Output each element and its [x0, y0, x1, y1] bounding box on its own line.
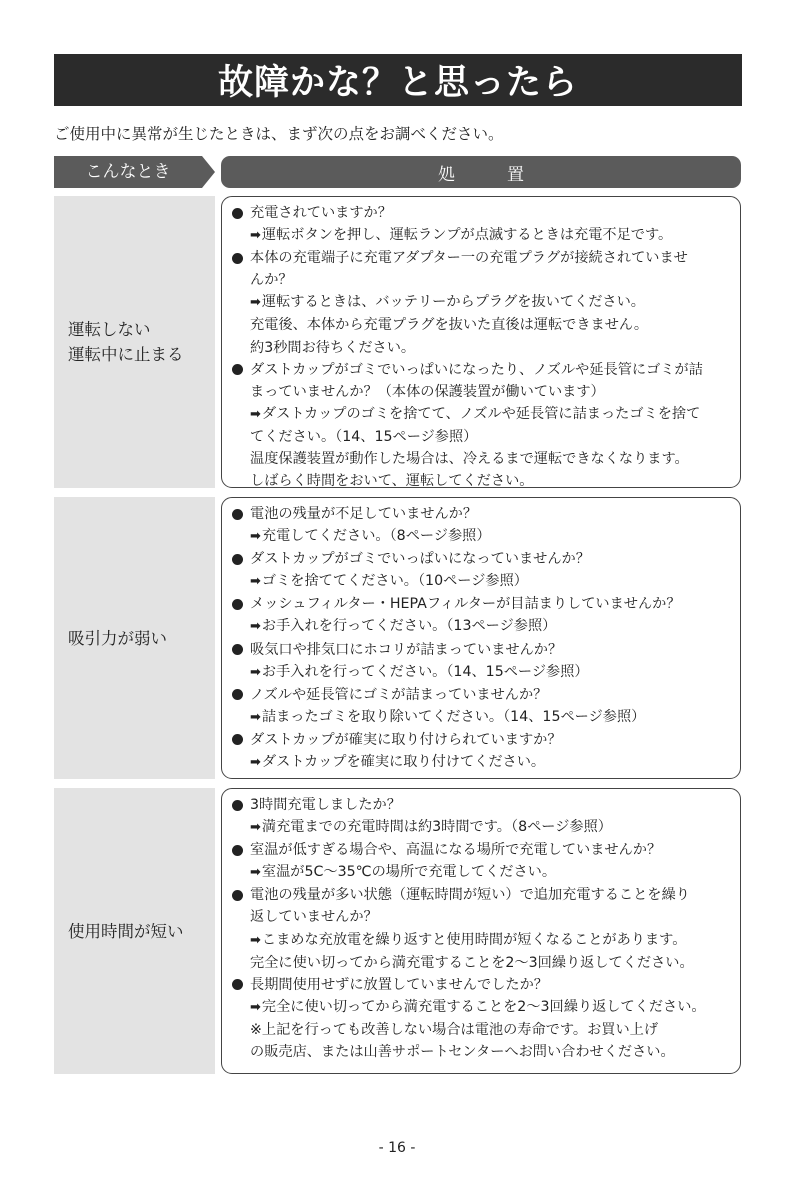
item-text: 運転ボタンを押し、運転ランプが点滅するときは充電不足です。 — [261, 227, 673, 244]
remedy-item — [232, 861, 734, 884]
check-item — [232, 684, 734, 706]
check-item — [232, 729, 734, 751]
check-item — [232, 503, 734, 525]
item-text: 温度保護装置が動作した場合は、冷えるまで運転できなくなります。 — [250, 451, 689, 468]
item-text: 詰まったゴミを取り除いてください。（14、15ページ参照） — [261, 708, 646, 725]
continuation-text — [232, 269, 734, 291]
row-label-weak-suction — [54, 497, 215, 779]
remedy-item — [232, 291, 734, 314]
item-text: 充電されていますか？ — [250, 205, 392, 221]
row-label-short-runtime — [54, 788, 215, 1074]
item-text: ダストカップがゴミでいっぱいになっていませんか？ — [250, 551, 590, 568]
column-header-case — [54, 156, 216, 188]
continuation-text — [232, 381, 734, 403]
item-text: ゴミを捨ててください。（10ページ参照） — [261, 573, 528, 590]
remedy-item — [232, 706, 734, 729]
item-text: 完全に使い切ってから満充電することを2～3回繰り返してください。 — [250, 954, 694, 971]
bullet-icon — [232, 253, 243, 264]
item-text: 本体の充電端子に充電アダプター一の充電プラグが接続されていませ — [250, 250, 688, 267]
item-text: の販売店、または山善サポートセンターへお問い合わせください。 — [250, 1044, 675, 1061]
bullet-icon — [232, 734, 243, 745]
arrow-right-icon: ➡ — [250, 664, 261, 680]
row-label-line: 運転しない — [68, 320, 151, 339]
remedy-item — [232, 570, 734, 593]
continuation-text — [232, 906, 734, 928]
item-text: ダストカップを確実に取り付けてください。 — [261, 754, 546, 771]
bullet-icon — [232, 800, 243, 811]
check-item — [232, 974, 734, 996]
page-title-bar — [54, 54, 742, 106]
item-text: まっていませんか？（本体の保護装置が働いています） — [250, 383, 605, 400]
item-text: 満充電までの充電時間は約3時間です。（8ページ参照） — [261, 819, 612, 836]
arrow-right-icon: ➡ — [250, 574, 261, 590]
item-text: 長期間使用せずに放置していませんでしたか？ — [250, 976, 548, 993]
page-number: - 16 - — [378, 1140, 416, 1156]
check-item — [232, 639, 734, 661]
bullet-icon — [232, 644, 243, 655]
remedy-item — [232, 816, 734, 839]
page-title: 故障かな？と思ったら — [217, 63, 578, 103]
remedy-item — [232, 996, 734, 1019]
check-item — [232, 884, 734, 906]
item-text: 電池の残量が不足していませんか？ — [250, 506, 478, 522]
item-text: ダストカップのゴミを捨てて、ノズルや延長管に詰まったゴミを捨て — [261, 405, 701, 422]
item-text: てください。（14、15ページ参照） — [250, 428, 478, 445]
continuation-text — [232, 470, 734, 492]
arrow-right-icon: ➡ — [250, 709, 261, 725]
continuation-text — [232, 448, 734, 470]
arrow-right-icon: ➡ — [250, 619, 261, 635]
continuation-text — [232, 426, 734, 448]
item-text: ※上記を行っても改善しない場合は電池の寿命です。お買い上げ — [250, 1021, 659, 1038]
check-item — [232, 794, 734, 816]
continuation-text — [232, 314, 734, 336]
check-item — [232, 548, 734, 570]
item-text: 完全に使い切ってから満充電することを2～3回繰り返してください。 — [261, 998, 706, 1015]
check-item — [232, 593, 734, 615]
item-text: 室温が5C～35℃の場所で充電してください。 — [261, 864, 557, 881]
bullet-icon — [232, 208, 243, 219]
item-text: しばらく時間をおいて、運転してください。 — [250, 473, 534, 490]
column-header-action — [221, 156, 741, 188]
item-text: 約3秒間お待ちください。 — [250, 339, 416, 356]
check-item — [232, 359, 734, 381]
bullet-icon — [232, 979, 243, 990]
continuation-text — [232, 1019, 734, 1041]
continuation-text — [232, 952, 734, 974]
check-item — [232, 839, 734, 861]
item-text: 3時間充電しましたか？ — [250, 797, 401, 813]
intro-text: ご使用中に異常が生じたときは、まず次の点をお調べください。 — [54, 125, 504, 143]
bullet-icon — [232, 509, 243, 520]
item-text: お手入れを行ってください。（13ページ参照） — [261, 618, 557, 635]
row-actions-weak-suction — [221, 497, 741, 779]
arrow-right-icon: ➡ — [250, 529, 261, 545]
arrow-right-icon: ➡ — [250, 755, 261, 771]
item-text: こまめな充放電を繰り返すと使用時間が短くなることがあります。 — [261, 931, 687, 948]
bullet-icon — [232, 599, 243, 610]
bullet-icon — [232, 689, 243, 700]
bullet-icon — [232, 845, 243, 856]
continuation-text — [232, 337, 734, 359]
bullet-icon — [232, 890, 243, 901]
row-label-not-running — [54, 196, 215, 488]
continuation-text — [232, 1041, 734, 1063]
check-item — [232, 247, 734, 269]
check-item — [232, 202, 734, 224]
remedy-item — [232, 929, 734, 952]
remedy-item — [232, 403, 734, 426]
remedy-item — [232, 751, 734, 774]
arrow-right-icon: ➡ — [250, 406, 261, 422]
arrow-right-icon: ➡ — [250, 999, 261, 1015]
item-text: メッシュフィルター・HEPAフィルターが目詰まりしていませんか？ — [250, 596, 681, 613]
arrow-right-icon: ➡ — [250, 865, 261, 881]
item-text: ダストカップがゴミでいっぱいになったり、ノズルや延長管にゴミが詰 — [250, 361, 703, 378]
column-header-action-label-2: 置 — [507, 164, 524, 185]
bullet-icon — [232, 364, 243, 375]
bullet-icon — [232, 554, 243, 565]
remedy-item — [232, 525, 734, 548]
item-text: 運転するときは、バッテリーからプラグを抜いてください。 — [261, 294, 645, 311]
column-header-action-label-1: 処 — [438, 164, 455, 185]
row-actions-short-runtime — [221, 788, 741, 1074]
arrow-right-icon: ➡ — [250, 295, 261, 311]
item-text: んか？ — [250, 272, 293, 289]
column-header-case-label: こんなとき — [85, 162, 171, 182]
remedy-item — [232, 615, 734, 638]
arrow-right-icon: ➡ — [250, 228, 261, 244]
row-label-line: 使用時間が短い — [68, 921, 184, 941]
item-text: 室温が低すぎる場合や、高温になる場所で充電していませんか？ — [250, 842, 662, 859]
row-label-line: 吸引力が弱い — [68, 628, 167, 648]
arrow-right-icon: ➡ — [250, 932, 261, 948]
item-text: ダストカップが確実に取り付けられていますか？ — [250, 731, 562, 748]
item-text: 吸気口や排気口にホコリが詰まっていませんか？ — [250, 641, 563, 658]
item-text: 電池の残量が多い状態（運転時間が短い）で追加充電することを繰り — [250, 887, 690, 904]
item-text: お手入れを行ってください。（14、15ページ参照） — [261, 663, 589, 680]
remedy-item — [232, 661, 734, 684]
item-text: ノズルや延長管にゴミが詰まっていませんか？ — [250, 686, 548, 703]
row-actions-not-running — [221, 196, 741, 488]
item-text: 充電してください。（8ページ参照） — [261, 528, 491, 545]
row-label-line: 運転中に止まる — [68, 345, 184, 364]
remedy-item — [232, 224, 734, 247]
arrow-right-icon: ➡ — [250, 820, 261, 836]
item-text: 充電後、本体から充電プラグを抜いた直後は運転できません。 — [250, 317, 649, 334]
item-text: 返していませんか？ — [250, 909, 378, 926]
